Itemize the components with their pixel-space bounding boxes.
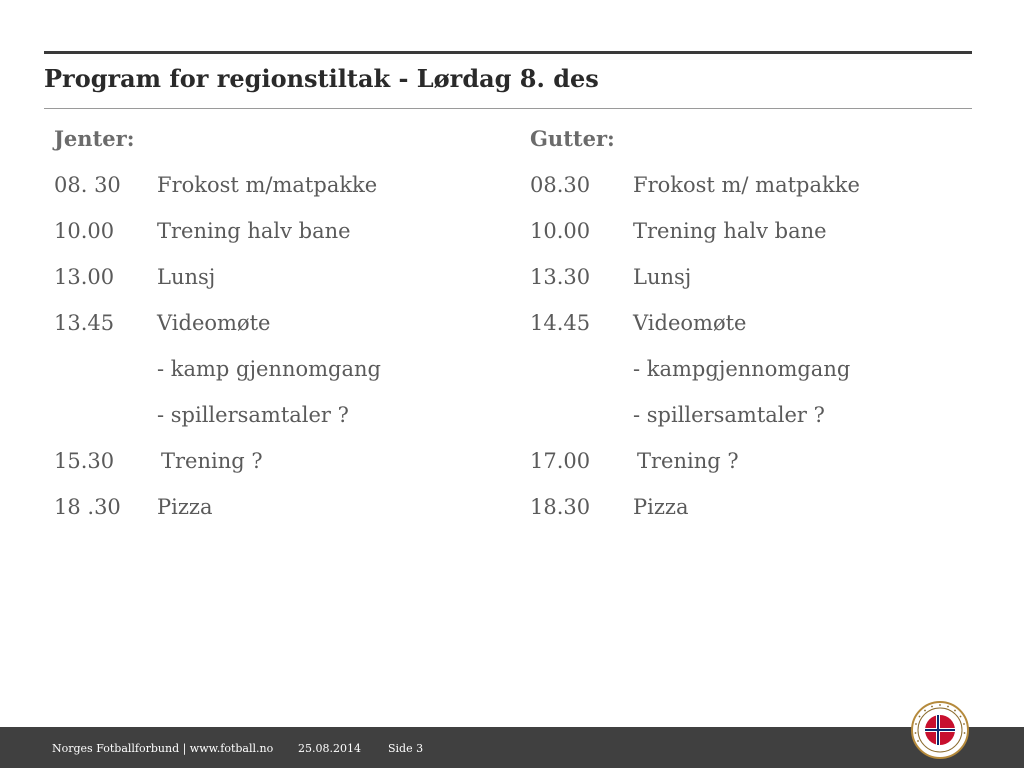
row-time: 10.00 xyxy=(54,219,115,243)
column-heading: Gutter: xyxy=(530,126,615,151)
row-activity: Trening halv bane xyxy=(633,219,827,243)
column-jenter xyxy=(54,126,494,540)
schedule-row xyxy=(530,402,970,448)
row-activity: Pizza xyxy=(633,495,689,519)
row-time: 13.45 xyxy=(54,311,115,335)
schedule-row xyxy=(530,494,970,540)
row-activity: - spillersamtaler ? xyxy=(157,403,349,427)
footer-org: Norges Fotballforbund | www.fotball.no xyxy=(52,742,274,755)
row-time: 10.00 xyxy=(530,219,591,243)
row-activity: Pizza xyxy=(157,495,213,519)
schedule-row xyxy=(530,310,970,356)
row-time: 08. 30 xyxy=(54,173,121,197)
schedule-row xyxy=(54,172,494,218)
schedule-row xyxy=(530,356,970,402)
row-activity: - spillersamtaler ? xyxy=(633,403,825,427)
column-gutter xyxy=(530,126,970,540)
row-activity: - kampgjennomgang xyxy=(633,357,851,381)
schedule-row xyxy=(54,264,494,310)
row-time: 13.00 xyxy=(54,265,115,289)
row-time: 18.30 xyxy=(530,495,591,519)
row-activity: Trening ? xyxy=(161,449,263,473)
footer-page-number: Side 3 xyxy=(388,742,424,755)
row-activity: Lunsj xyxy=(157,265,216,289)
row-activity: Lunsj xyxy=(633,265,692,289)
top-rule xyxy=(44,51,972,54)
nff-logo-icon xyxy=(910,700,970,760)
footer-date: 25.08.2014 xyxy=(298,742,361,755)
schedule-row xyxy=(530,448,970,494)
schedule-row xyxy=(530,264,970,310)
row-time: 15.30 xyxy=(54,449,115,473)
schedule-row xyxy=(54,448,494,494)
row-activity: Frokost m/ matpakke xyxy=(633,173,860,197)
footer-bar xyxy=(0,727,1024,768)
row-activity: Videomøte xyxy=(157,311,271,335)
row-time: 14.45 xyxy=(530,311,591,335)
row-time: 13.30 xyxy=(530,265,591,289)
schedule-row xyxy=(54,494,494,540)
row-time: 17.00 xyxy=(530,449,591,473)
schedule-row xyxy=(530,172,970,218)
schedule-row xyxy=(54,402,494,448)
row-activity: Videomøte xyxy=(633,311,747,335)
row-activity: Trening ? xyxy=(637,449,739,473)
schedule-row xyxy=(54,310,494,356)
row-time: 18 .30 xyxy=(54,495,121,519)
column-heading: Jenter: xyxy=(54,126,135,151)
page-title: Program for regionstiltak - Lørdag 8. des xyxy=(44,64,599,93)
title-underline xyxy=(44,108,972,109)
row-activity: Trening halv bane xyxy=(157,219,351,243)
row-time: 08.30 xyxy=(530,173,591,197)
schedule-row xyxy=(530,218,970,264)
schedule-row xyxy=(54,218,494,264)
row-activity: - kamp gjennomgang xyxy=(157,357,381,381)
schedule-row xyxy=(54,356,494,402)
row-activity: Frokost m/matpakke xyxy=(157,173,378,197)
